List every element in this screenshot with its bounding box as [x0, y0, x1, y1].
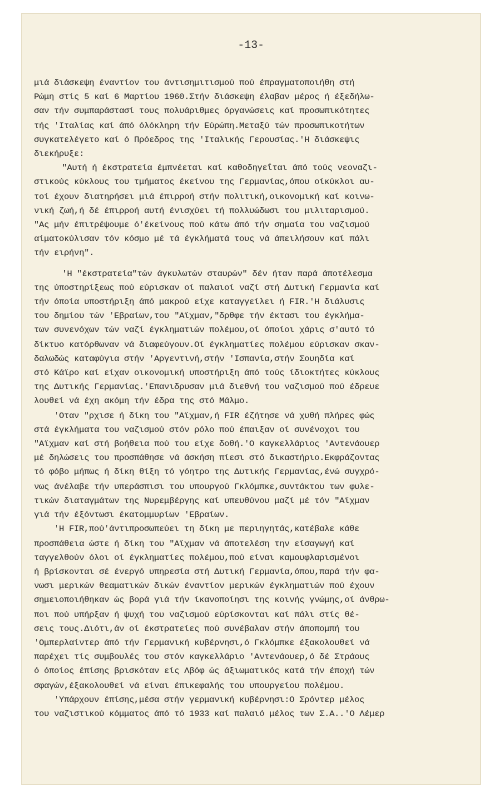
text-line: προσπάθεια ώστε ή δίκη του "Αϊχμαν νά άποτελέση την είσαγωγή καί: [34, 538, 355, 549]
text-line: νως άνέλαβε τήν υπεράσπισι του υπουργού Γκλόμπκε,συντάκτου των φυλε-: [34, 481, 375, 492]
text-line: ποι πού υπήρξαν ή ψυχή του ναζισμού εύρίσκονται καί πάλι στίς θέ-: [34, 609, 360, 620]
text-line: γιά τήν έξόντωσι έκατομμυρίων 'Εβραίων.: [34, 510, 230, 521]
body-text: [34, 76, 474, 721]
text-line: στά έγκλήματα του ναζισμού στόν ρόλο πού έπαιξαν οί συνένοχοι του: [34, 424, 360, 435]
quote-line: τοί έχουν διατηρήσει μιά έπιρροή στήν πολιτική,οικονομική καί κοινω-: [34, 191, 375, 202]
text-line: δαλωδώς καταφύγια στήν 'Αργεντινή,στήν 'Ισπανία,στήν Σουηδία καί: [34, 353, 355, 364]
text-line: Ρώμη στίς 5 καί 6 Μαρτίου 1960.Στήν διάσκεψη έλαβαν μέρος ή έξεδήλω-: [34, 92, 375, 103]
text-line: "Αϊχμαν καί στή βοήθεια πού του είχε δοθή.'Ο καγκελλάριος 'Αντενάουερ: [34, 439, 380, 450]
text-line: σφαγών,έξακολουθεί νά είναι έπικεφαλής του υπουργείου πολέμου.: [34, 680, 345, 691]
text-line: μιά διάσκεψη έναντίον του άντισημιτισμού πού έπραγματοποιήθη στή: [34, 78, 355, 88]
text-line: 'Ομπερλαίντερ άπό τήν Γερμανική κυβέρνησι,ό Γκλόμπκε έξακολουθεί νά: [34, 637, 370, 648]
text-line: μέ δηλώσεις του προσπάθησε νά άσκήση πίεσι στό δικαστήριο.Εκφράζοντας: [34, 453, 380, 464]
quote-line: νική ζωή,ή δέ έπιρροή αυτή ένισχύει τή πολλυώδωσι του μιλιταρισμού.: [34, 205, 370, 216]
paragraph-start: 'Υπάρχουν έπίσης,μέσα στήν γερμανική κυβέρνησι:Ο Σρόντερ μέλος: [54, 694, 365, 705]
text-line: τής 'Ιταλίας καί άπό όλόκληρη τήν Εύρώπη.Μεταξύ τών προσωπικοτήτων: [34, 120, 365, 131]
text-line: τήν όποία υποστήριξη άπό μακρού είχε καταγγείλει ή FIR.'Η διάλυσις: [34, 297, 365, 308]
text-line: των συνενόχων τών ναζί έγκληματιών πολέμου,οί όποίοι χάρις σ'αυτό τό: [34, 325, 375, 336]
quote-line: τήν ειρήνη".: [34, 248, 95, 259]
text-line: του ναζιστικού κόμματος άπό τό 1933 καί παλαιό μέλος των Σ.Α..'Ο Λέμερ: [34, 708, 385, 719]
quote-line: "Ας μήν έπιτρέψουμε ό'έκείνους πού κάτω άπό τήν σημαία του ναζισμού: [34, 220, 370, 231]
quote-line: αίματοκύλισαν τόν κόσμο μέ τά έγκλήματά τους νά άπειλήσουν καί πάλι: [34, 234, 370, 245]
quote-line: "Αυτή ή έκστρατεία έμπνέεται καί καθοδηγεΐται άπό τούς νεοναζι-: [62, 163, 378, 174]
text-line: τικών διαταγμάτων της Νυρεμβέργης καί υπευθύνου μαζί μέ τόν "Αϊχμαν: [34, 495, 370, 506]
text-line: διεκήρυξε:: [34, 149, 85, 160]
text-line: ή βρίσκονται σέ ένεργό υπηρεσία στή Δυτική Γερμανία,όπου,παρά τήν φα-: [34, 566, 380, 577]
quote-line: στικούς κύκλους του τμήματος έκείνου της Γερμανίας,όπου οίκύκλοι αυ-: [34, 177, 375, 188]
text-line: του δημίου τών 'Εβραίων,του "Αϊχμαν,"δρθφε τήν έκτασι του έγκλήμα-: [34, 311, 365, 322]
paragraph-start: 'Οταν "ρχισε ή δίκη του "Αϊχμαν,ή FIR έζήτησε νά χυθή πλήρες φώς: [54, 410, 375, 421]
text-line: λουθεί νά έχη ακόμη τήν έδρα της στό Μάλμο.: [34, 396, 250, 407]
text-line: της ύποστηρίξεως πού εύρισκαν οί παλαιοί ναζί στή Δυτική Γερμανία καί: [34, 282, 380, 293]
document-page: [22, 14, 480, 784]
text-line: ταγγελθούν όλοι οί έγκληματίες πολέμου,πού είναι καμουφλαρισμένοι: [34, 552, 360, 563]
page-number: -13-: [237, 40, 265, 52]
text-line: νωσι μερικών θεαματικών δικών έναντίον μερικών έγκληματιών πού έχουν: [34, 581, 375, 592]
text-line: σημειοποιήθηκαν ώς βορά γιά τήν ίκανοποίησι της κοινής γνώμης,οί άνθρω-: [34, 595, 390, 606]
text-line: συγκατελέγετο καί ό Πρόεδρος της 'Ιταλικής Γερουσίας.'Η διάσκεψις: [34, 134, 360, 145]
text-line: τό φόβο μήπως ή δίκη θίξη τό γόητρο της Δυτικής Γερμανίας,ένώ συγχρό-: [34, 467, 380, 478]
text-line: παρέχει τίς συμβουλές του στόν καγκελλάριο 'Αντενάουερ,ό δέ Στράους: [34, 652, 370, 663]
text-line: σεις τους.Διότι,άν οί έκστρατείες πού συνέβαλαν στήν άποπομπή του: [34, 623, 360, 634]
text-line: στό Κάϊρο καί είχαν οικονομική υποστήριξη άπό τούς ίδιοκτήτες κύκλους: [34, 368, 380, 379]
text-line: ό όποίος έπίσης βρισκόταν είς Λβόφ ώς άξιωματικός κατά τήν έποχή τών: [34, 666, 375, 677]
paragraph-start: 'Η "έκστρατεία"τών άγκυλωτών σταυρών" δέν ήταν παρά άποτέλεσμα: [62, 268, 373, 279]
text-line: δίκτυο κατόρθωναν νά διαφεύγουν.Οί έγκληματίες πολέμου εύρισκαν σκαν-: [34, 339, 380, 350]
text-line: της Δυτικής Γερμανίας.'Επανιδρυσαν μιά διεθνή του ναζισμού πού έδρευε: [34, 382, 380, 393]
paragraph-start: 'Η FIR,πού'άντιπροσωπεύει τη δίκη με περιηγητάς,κατέβαλε κάθε: [54, 524, 360, 535]
text-line: σαν τήν συμπαράστασί τους πολυάριθμες όργανώσεις καί προσωπικότητες: [34, 106, 370, 117]
